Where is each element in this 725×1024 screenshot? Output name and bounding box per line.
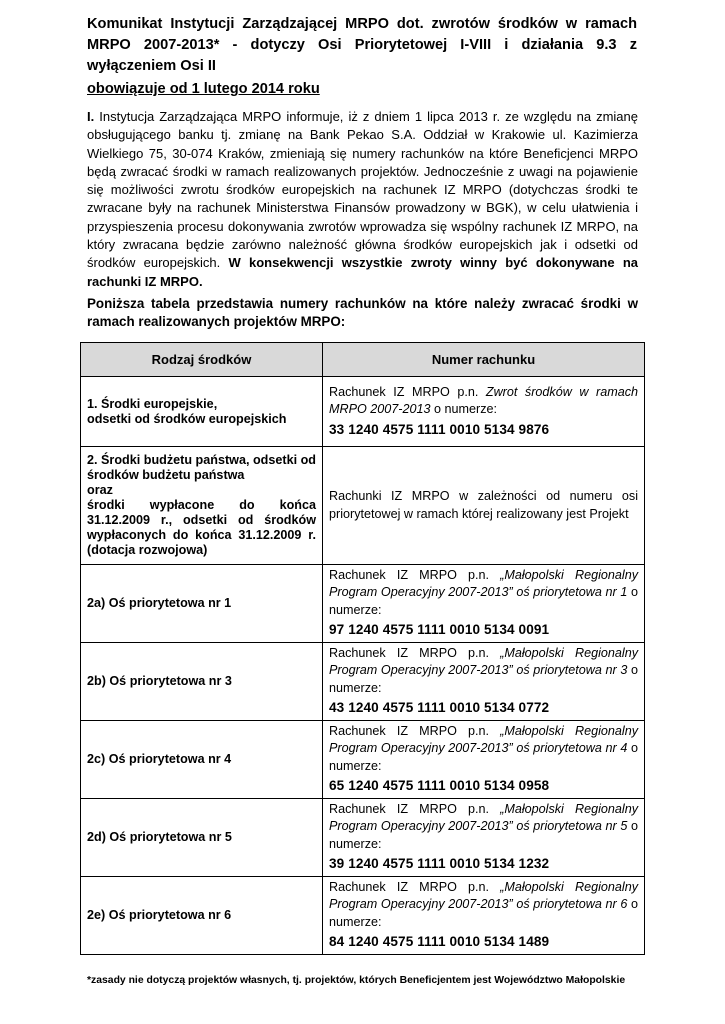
axis-label-cell: 2e) Oś priorytetowa nr 6	[81, 877, 323, 955]
axis-label-cell: 2c) Oś priorytetowa nr 4	[81, 721, 323, 799]
account-number: 43 1240 4575 1111 0010 5134 0772	[329, 700, 550, 716]
intro-conclusion: W konsekwencji wszystkie zwroty winny być dokonywane na rachunki IZ MRPO.	[87, 255, 639, 289]
funds-type-line: odsetki od środków europejskich	[87, 411, 287, 426]
account-suffix: o numerze:	[329, 663, 638, 695]
table-row	[81, 643, 645, 721]
account-suffix: o numerze:	[329, 585, 638, 617]
account-suffix: o numerze:	[329, 897, 638, 929]
account-number: 65 1240 4575 1111 0010 5134 0958	[329, 778, 550, 794]
account-prefix: Rachunek IZ MRPO p.n.	[329, 723, 501, 738]
account-cell	[323, 877, 645, 955]
table-row	[81, 721, 645, 799]
table-row	[81, 565, 645, 643]
table-intro: Poniższa tabela przedstawia numery rachunków na które należy zwracać środki w ramach realizowanych projektów MRPO:	[87, 296, 638, 329]
account-suffix: o numerze:	[329, 819, 638, 851]
account-cell	[323, 565, 645, 643]
account-number: 39 1240 4575 1111 0010 5134 1232	[329, 856, 550, 872]
column-header-account: Numer rachunku	[323, 343, 645, 377]
funds-type-line: 1. Środki europejskie,	[87, 396, 218, 411]
table-header-row	[81, 343, 645, 377]
account-prefix: Rachunek IZ MRPO p.n.	[329, 801, 501, 816]
account-number: 33 1240 4575 1111 0010 5134 9876	[329, 421, 550, 437]
intro-paragraph	[87, 108, 638, 291]
funds-type-line: 2. Środki budżetu państwa, odsetki od środków budżetu państwa	[87, 453, 316, 482]
validity-date: obowiązuje od 1 lutego 2014 roku	[87, 81, 320, 97]
accounts-table	[80, 342, 645, 955]
account-suffix: o numerze:	[329, 741, 638, 773]
account-prefix: Rachunek IZ MRPO p.n.	[329, 384, 486, 399]
account-prefix: Rachunek IZ MRPO p.n.	[329, 645, 501, 660]
account-name: „Małopolski Regionalny Program Operacyjny 2007-2013” oś priorytetowa nr 6	[329, 879, 638, 912]
account-name: „Małopolski Regionalny Program Operacyjny 2007-2013” oś priorytetowa nr 4	[329, 723, 638, 756]
column-header-type: Rodzaj środków	[81, 343, 323, 377]
table-row	[81, 377, 645, 447]
footnote: *zasady nie dotyczą projektów własnych, tj. projektów, których Beneficjentem jest Województwo Małopolskie	[87, 975, 626, 986]
table-row	[81, 799, 645, 877]
account-suffix: o numerze:	[430, 402, 498, 416]
account-name: „Małopolski Regionalny Program Operacyjny 2007-2013” oś priorytetowa nr 3	[329, 645, 638, 678]
account-name: Zwrot środków w ramach MRPO 2007-2013	[329, 384, 639, 416]
funds-type-cell	[81, 447, 323, 565]
axis-label-cell: 2d) Oś priorytetowa nr 5	[81, 799, 323, 877]
account-cell	[323, 721, 645, 799]
intro-text: Instytucja Zarządzająca MRPO informuje, iż z dniem 1 lipca 2013 r. ze względu na zmianę obsługującego banku tj. zmianę na Bank Pekao S.A. Oddział w Krakowie ul. Kazimierza Wielkiego 75, 30-074 Kraków, zmieniają się numery rachunków na które Beneficjenci MRPO będą zwracać środki w ramach realizowanych projektów. Jednocześnie z uwagi na pojawienie się możliwości zwrotu środków europejskich na rachunek IZ MRPO (dotychczas środki te zwracane były na rachunek Ministerstwa Finansów prowadzony w BGK), w celu ułatwienia i przyspieszenia procesu dokonywania zwrotów wprowadza się wspólny rachunek IZ MRPO, na który zwracana będzie zarówno należność główna środków europejskich jak i odsetki od środków europejskich.	[87, 109, 638, 271]
account-prefix: Rachunek IZ MRPO p.n.	[329, 567, 501, 582]
account-name: „Małopolski Regionalny Program Operacyjny 2007-2013” oś priorytetowa nr 1	[329, 567, 638, 600]
account-cell	[323, 377, 645, 447]
document-title: Komunikat Instytucji Zarządzającej MRPO dot. zwrotów środków w ramach MRPO 2007-2013* - dotyczy Osi Priorytetowej I-VIII i działania 9.3 z wyłączeniem Osi II	[87, 16, 637, 74]
axis-label-cell: 2b) Oś priorytetowa nr 3	[81, 643, 323, 721]
section-number: I.	[87, 109, 95, 124]
funds-type-line: oraz	[87, 483, 113, 497]
table-row	[81, 447, 645, 565]
account-number: 84 1240 4575 1111 0010 5134 1489	[329, 934, 550, 950]
funds-type-line: środki wypłacone do końca 31.12.2009 r., odsetki od środków wypłaconych do końca 31.12.2009 r. (dotacja rozwojowa)	[87, 498, 316, 557]
axis-label-cell: 2a) Oś priorytetowa nr 1	[81, 565, 323, 643]
funds-type-cell	[81, 377, 323, 447]
account-cell	[323, 643, 645, 721]
table-row	[81, 877, 645, 955]
account-name: „Małopolski Regionalny Program Operacyjny 2007-2013” oś priorytetowa nr 5	[329, 801, 638, 834]
account-cell	[323, 799, 645, 877]
account-prefix: Rachunek IZ MRPO p.n.	[329, 879, 501, 894]
account-cell: Rachunki IZ MRPO w zależności od numeru osi priorytetowej w ramach której realizowany jest Projekt	[323, 447, 645, 565]
account-number: 97 1240 4575 1111 0010 5134 0091	[329, 622, 550, 638]
